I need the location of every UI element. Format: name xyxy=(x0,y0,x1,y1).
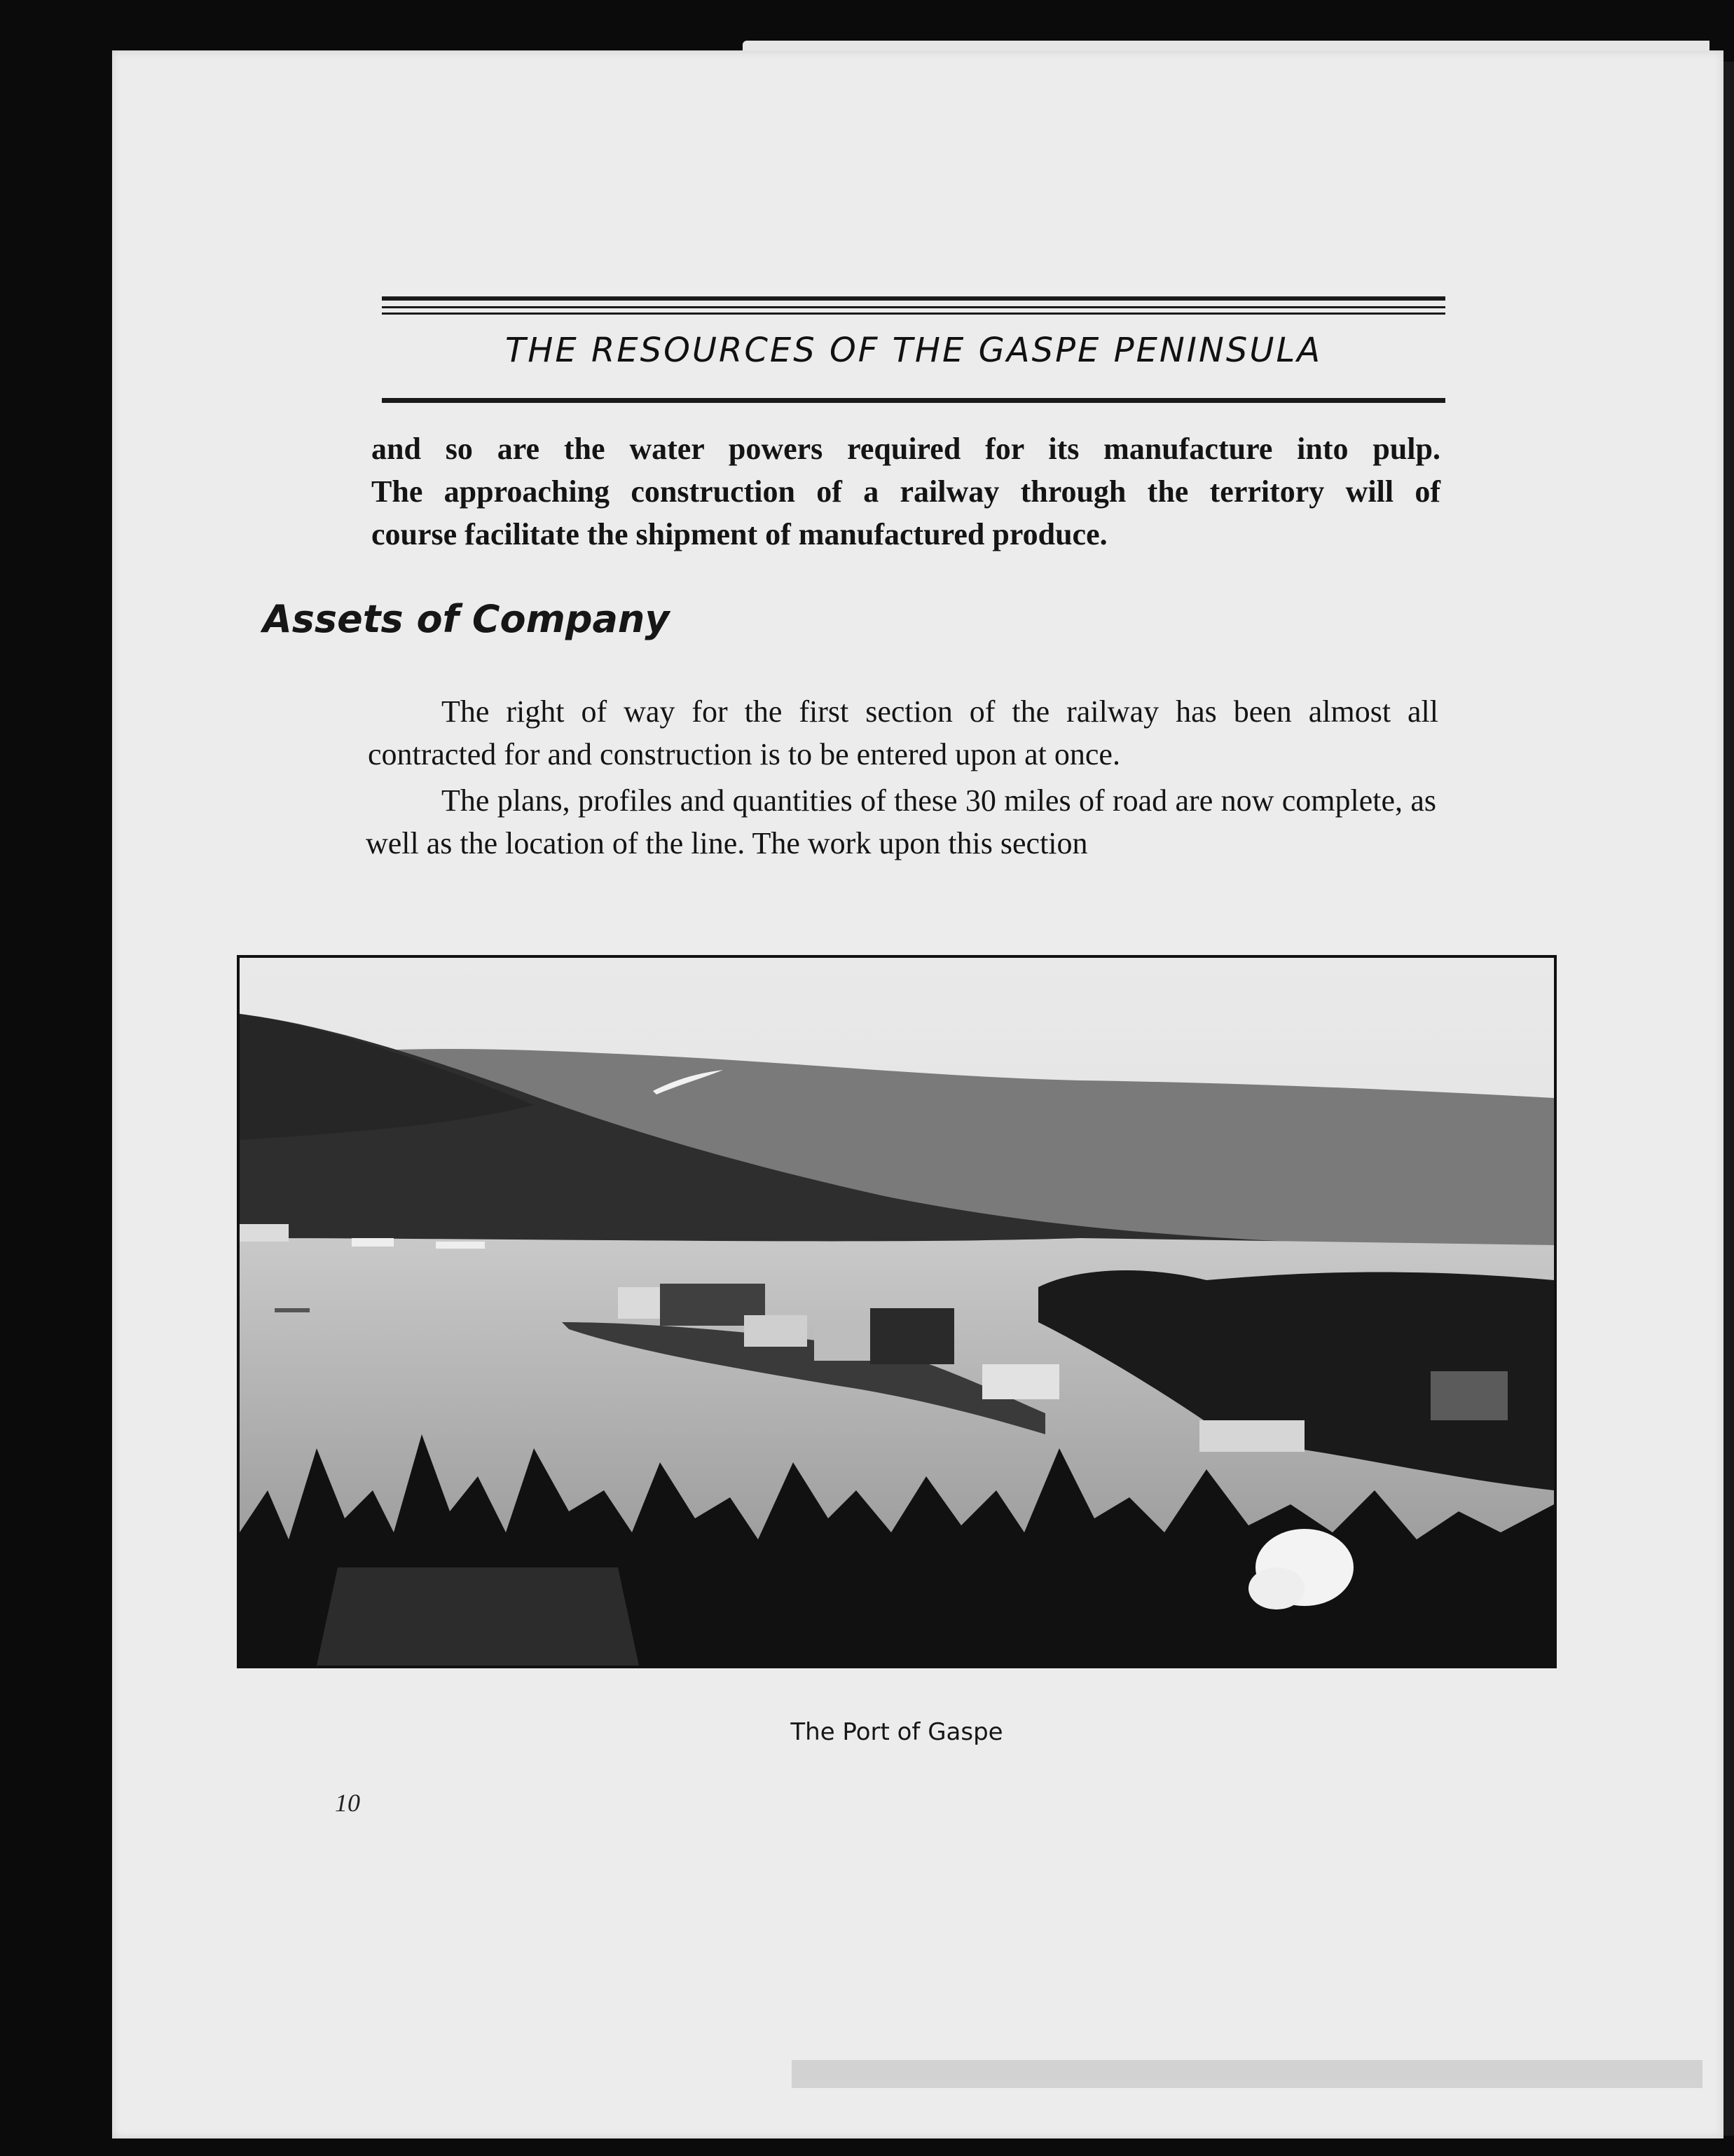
section-heading: Assets of Company xyxy=(263,597,670,641)
page-bottom-edge xyxy=(792,2060,1702,2088)
photo-caption: The Port of Gaspe xyxy=(790,1718,1003,1746)
paragraph-right-of-way: The right of way for the first section of the railway has been almost all contracted for and construction is to be entered upon at once. xyxy=(368,694,1438,771)
running-header-title: THE RESOURCES OF THE GASPE PENINSULA xyxy=(504,331,1323,370)
paragraph-plans-profiles: The plans, profiles and quantities of these 30 miles of road are now complete, as well as the location of the line. The work upon this section xyxy=(366,783,1436,860)
header-rule-top-3 xyxy=(382,313,1445,315)
paragraph-line: and so are the water powers required for its manufacture into pulp. xyxy=(371,432,1440,466)
header-rule-top-2 xyxy=(382,306,1445,308)
page-number: 10 xyxy=(335,1789,360,1817)
header-rule-top-1 xyxy=(382,296,1445,301)
paragraph-continued xyxy=(371,427,1440,556)
port-of-gaspe-photo xyxy=(237,955,1557,1668)
header-rule-bottom xyxy=(382,398,1445,403)
paragraph-line: The approaching construction of a railway through the territory will of xyxy=(371,474,1440,509)
paragraph-line: course facilitate the shipment of manufactured produce. xyxy=(371,517,1108,551)
